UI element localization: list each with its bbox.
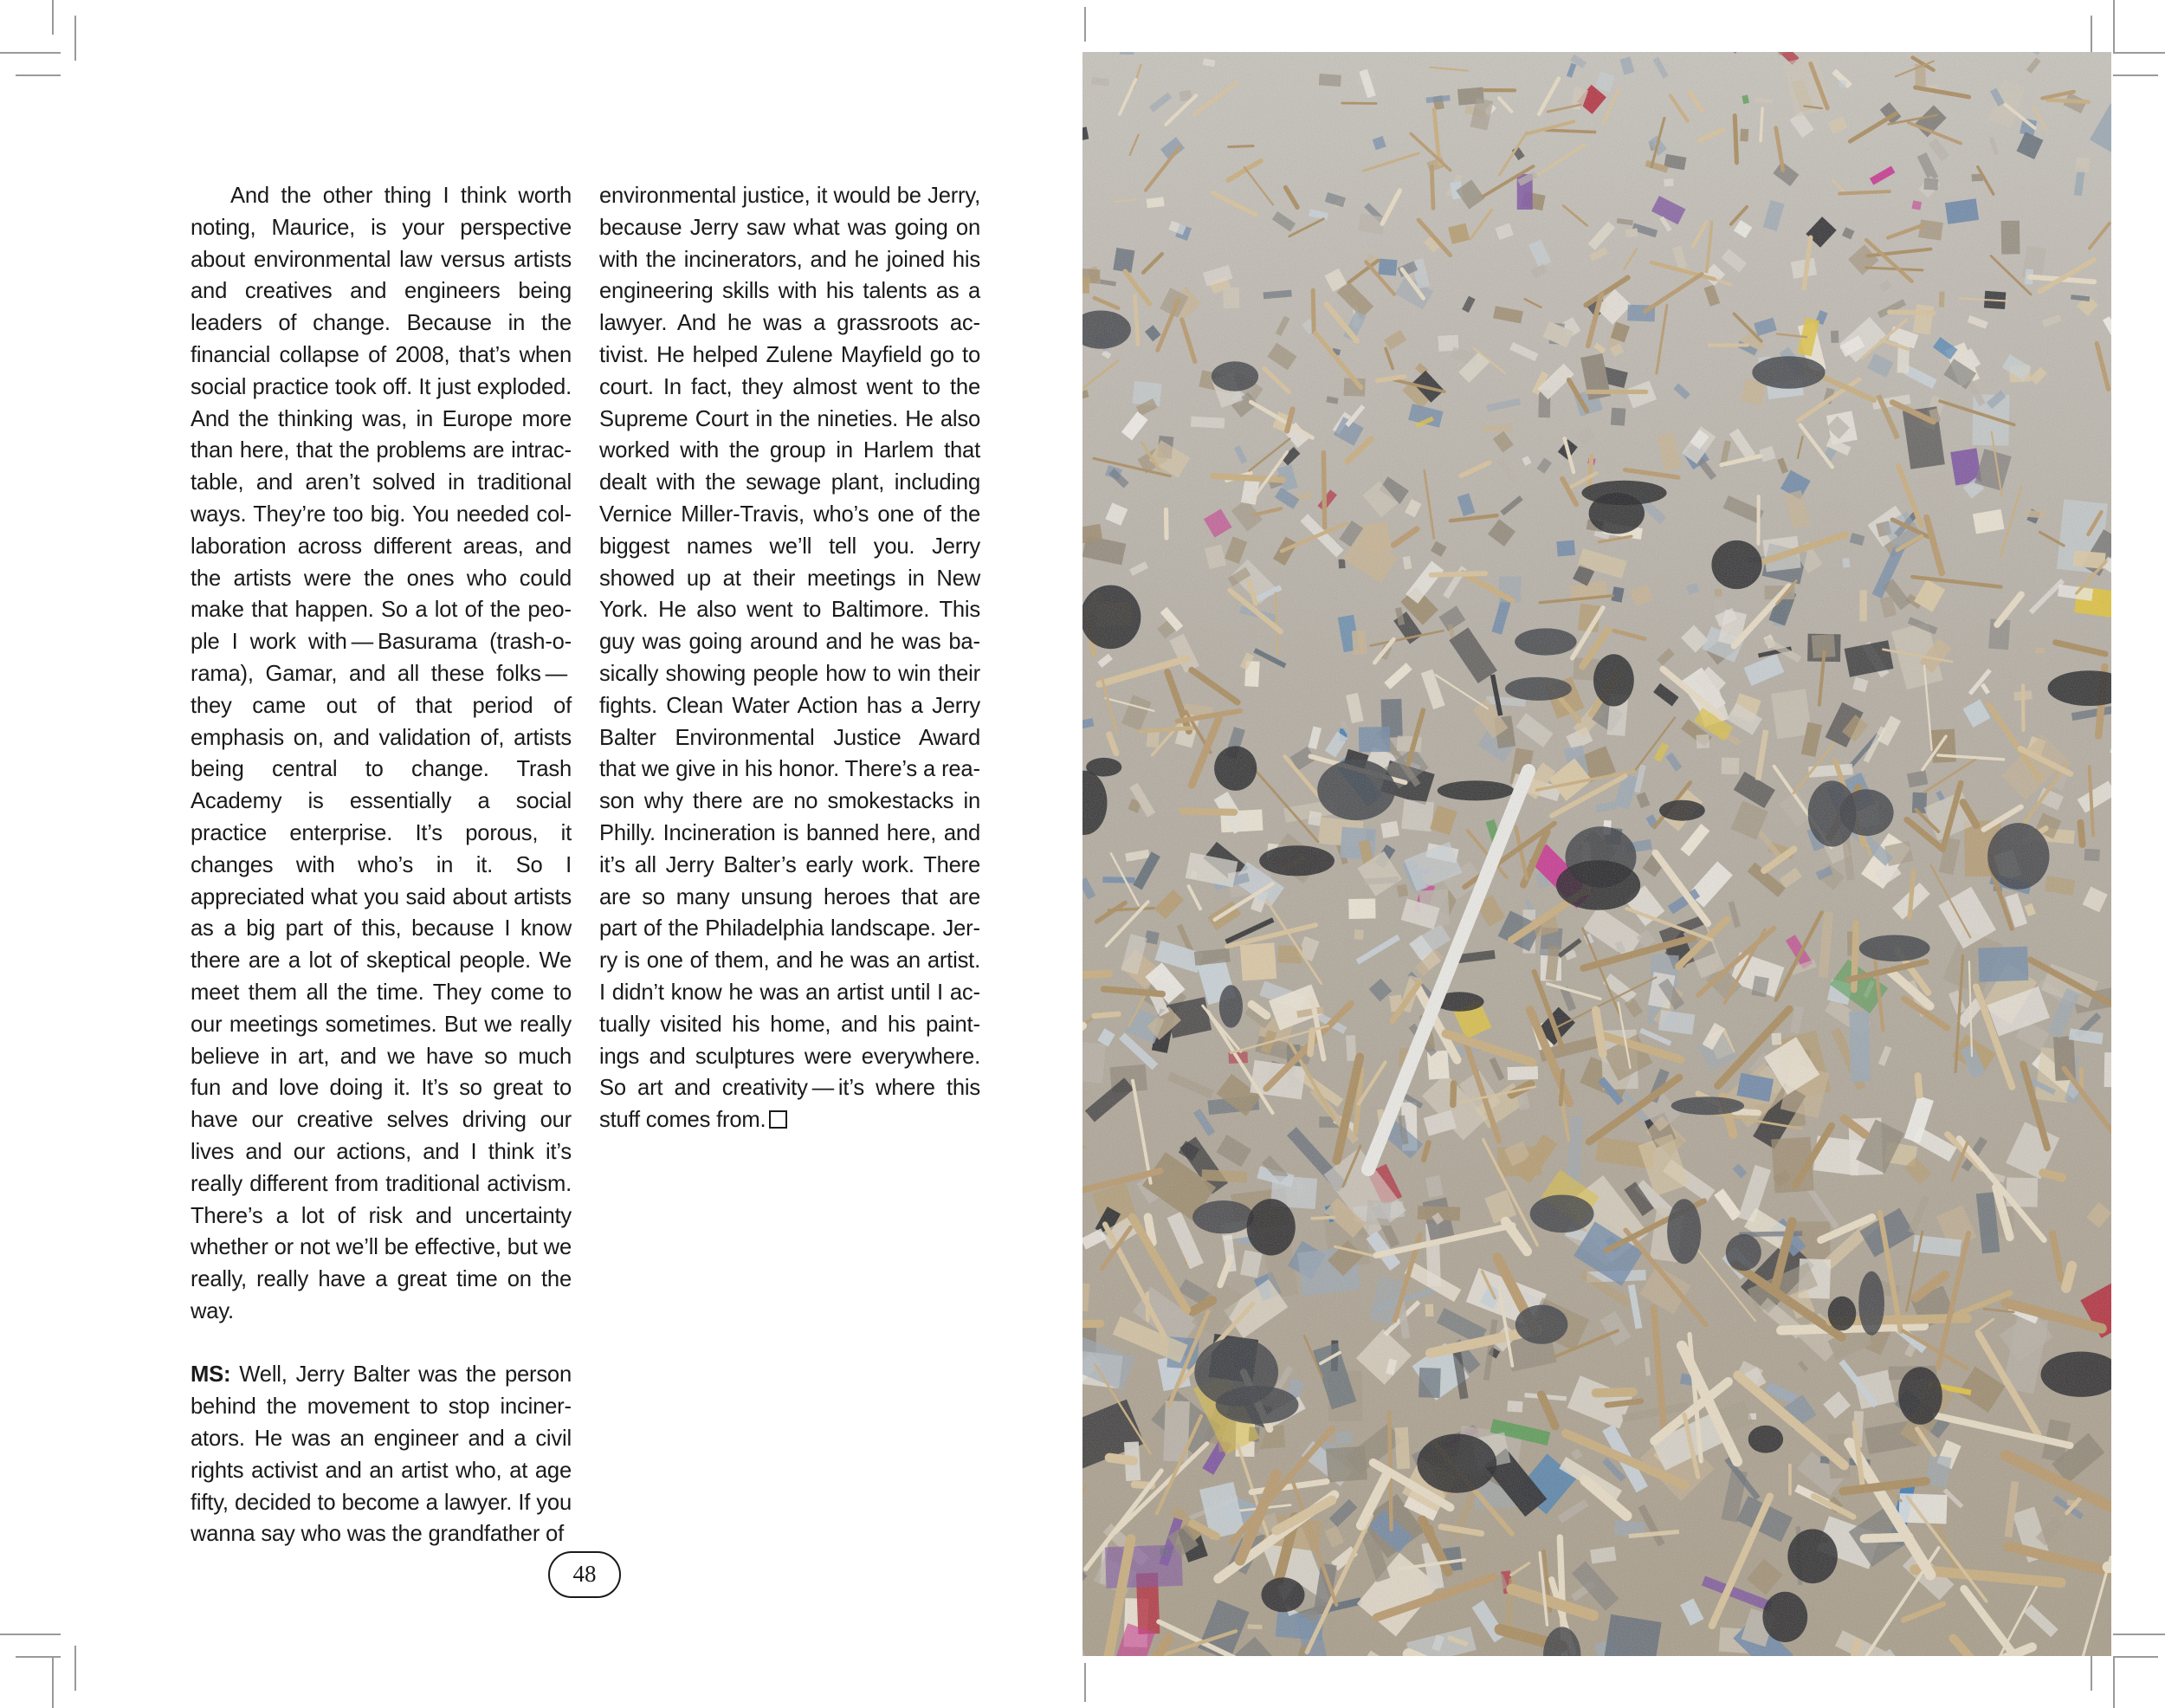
crop-mark <box>74 16 76 61</box>
paragraph-text: environmental justice, it would be Jerry, because Jerry saw what was going on with the incinerators, and he joined his engineering skills with his talents as a lawyer. And he was a grassroots activist. He helped Zulene Mayfield go to court. In fact, they almost went to the Supreme Court in the nineties. He also worked with the group in Harlem that dealt with the sewage plant, including Vernice Miller-Travis, who’s one of the biggest names we’ll tell you. Jerry showed up at their meetings in New York. He also went to Baltimore. This guy was going around and he was basically showing people how to win their fights. Clean Water Action has a Jerry Balter Environmental Justice Award that we give in his honor. There’s a reason why there are no smokestacks in Philly. Incineration is banned here, and it’s all Jerry Balter’s early work. There are so many unsung heroes that are part of the Philadelphia landscape. Jerry is one of them, and he was an artist. I didn’t know he was an artist until I actually visited his home, and his paintings and sculptures were everywhere. So art and creativity — it’s where this stuff comes from. <box>599 184 980 1133</box>
crop-mark <box>2113 1656 2158 1658</box>
page-number: 48 <box>548 1551 621 1598</box>
crop-mark <box>1084 7 1086 42</box>
end-mark-icon <box>769 1110 787 1129</box>
text-column-right <box>599 180 980 1136</box>
crop-mark <box>74 1646 76 1691</box>
trash-heap-photo <box>1082 52 2111 1656</box>
crop-mark <box>2113 74 2158 76</box>
crop-mark <box>52 1656 54 1708</box>
body-paragraph <box>191 1359 572 1550</box>
body-paragraph <box>599 180 980 1136</box>
crop-mark <box>0 1634 61 1635</box>
speaker-label: MS: <box>191 1362 231 1388</box>
crop-mark <box>1084 1663 1086 1702</box>
crop-mark <box>2113 52 2165 54</box>
crop-mark <box>16 1656 61 1658</box>
crop-mark <box>52 0 54 35</box>
crop-mark <box>2113 1634 2165 1635</box>
text-column-left <box>191 180 572 1550</box>
body-paragraph: And the other thing I think worth noting, Maurice, is your perspective about environmental law versus artists and creatives and engineers being leaders of change. Because in the financial collapse of 2008, that’s when social practice took off. It just exploded. And the thinking was, in Europe more than here, that the problems are intractable, and aren’t solved in traditional ways. They’re too big. You needed collaboration across different areas, and the artists were the ones who could make that happen. So a lot of the people I work with — Basurama (trash-o-rama), Gamar, and all these folks — they came out of that period of emphasis on, and validation of, artists being central to change. Trash Academy is essentially a social practice enterprise. It’s porous, it changes with who’s in it. So I appreciated what you said about artists as a big part of this, because I know there are a lot of skeptical people. We meet them all the time. They come to our meetings sometimes. But we really believe in art, and we have so much fun and love doing it. It’s so great to have our creative selves driving our lives and our actions, and I think it’s really different from traditional activism. There’s a lot of risk and uncertainty whether or not we’ll be effective, but we really, really have a great time on the way. <box>191 184 572 1323</box>
crop-mark <box>2113 0 2115 52</box>
trash-heap-image <box>1082 52 2111 1656</box>
crop-mark <box>2113 1656 2115 1708</box>
crop-mark <box>16 74 61 76</box>
paragraph-text: Well, Jerry Balter was the person behind the movement to stop incinerators. He was an engineer and a civil rights activist and an artist who, at age fifty, decided to become a lawyer. If you wanna say who was the grandfather of <box>191 1362 572 1547</box>
crop-mark <box>0 52 61 54</box>
